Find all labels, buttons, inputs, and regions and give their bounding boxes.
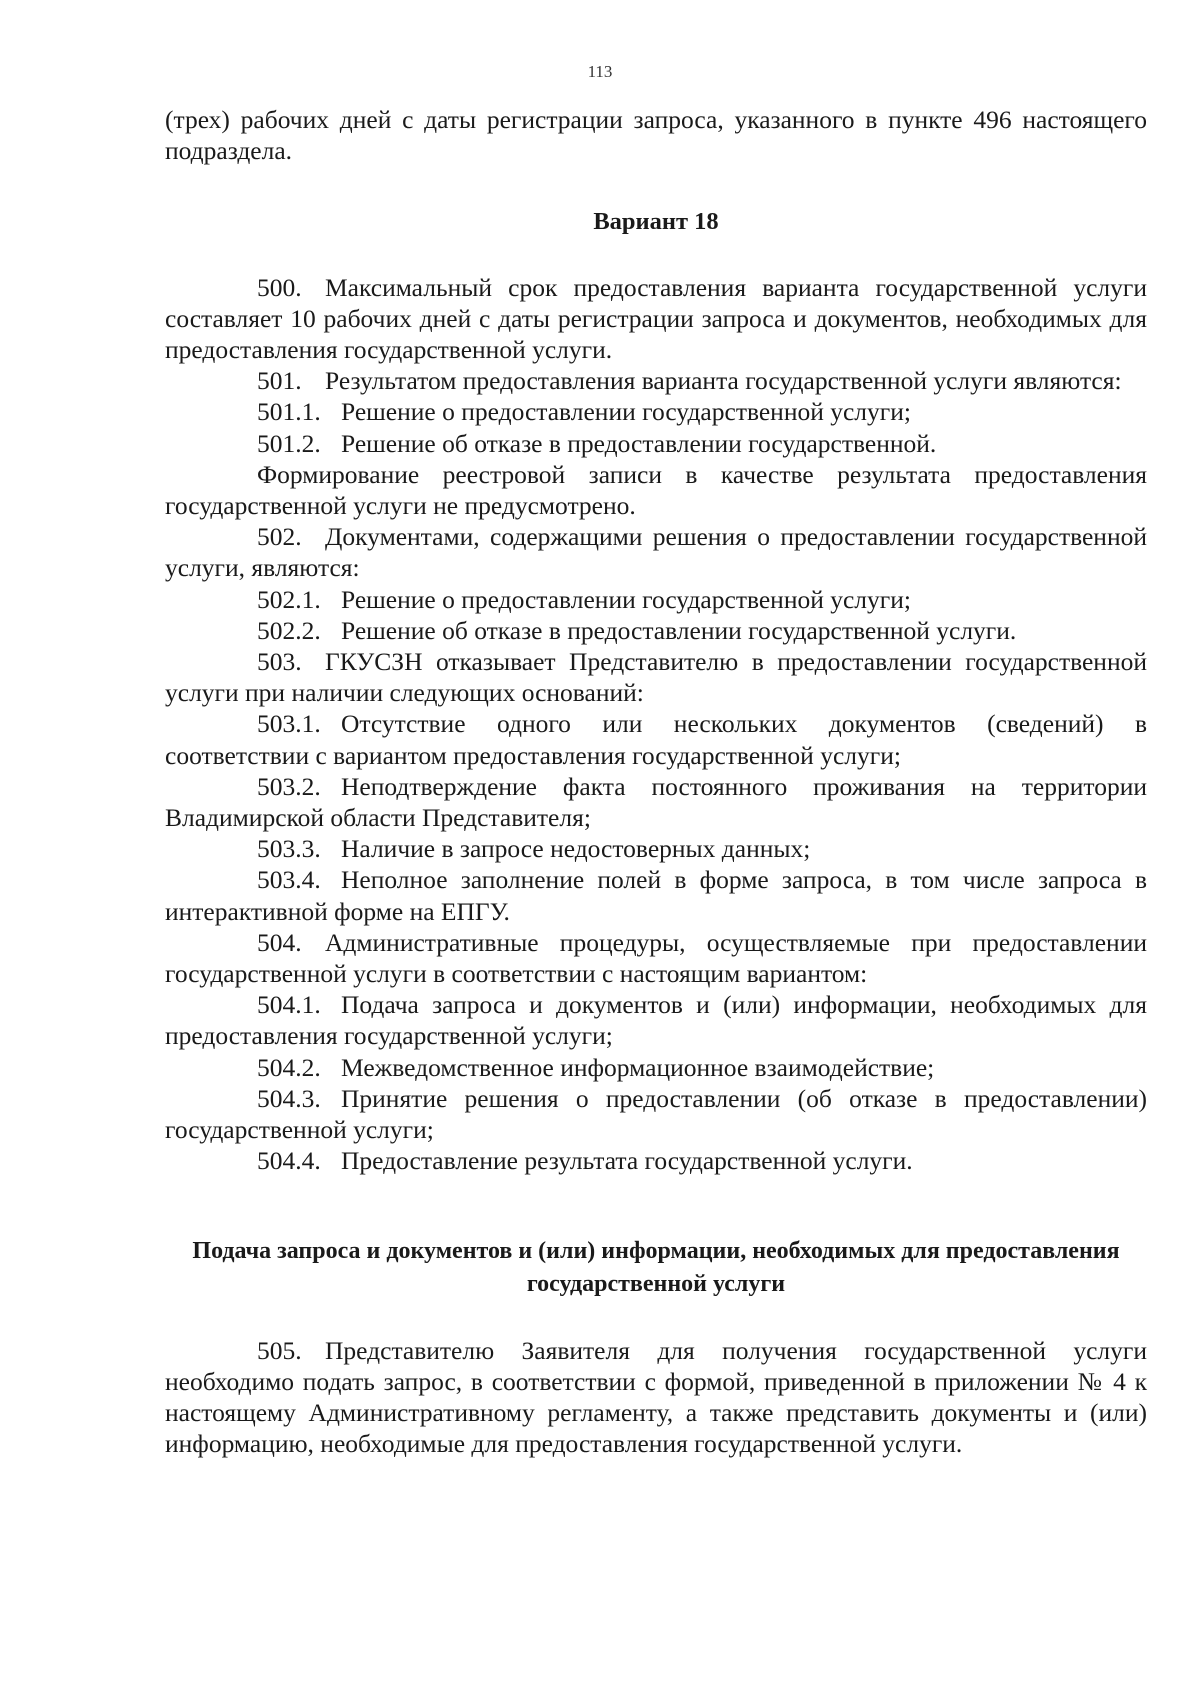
paragraph-text: Решение о предоставлении государственной услуги; (341, 584, 911, 614)
paragraph-504 (165, 927, 1147, 989)
paragraph-504-2 (165, 1052, 1147, 1083)
paragraph-503-3 (165, 833, 1147, 864)
paragraph-number: 503.2. (257, 771, 321, 801)
paragraph-number: 504.3. (257, 1083, 321, 1113)
paragraph-501-1 (165, 396, 1147, 427)
paragraph-number: 505. (257, 1335, 302, 1365)
paragraph-502-2 (165, 615, 1147, 646)
paragraph-text: Представителю Заявителя для получения государственной услуги необходимо подать запрос, в соответствии с формой, приведенной в приложении № 4 к настоящему Административному регламенту, а также представить документы и (или) информацию, необходимые для предоставления государственной услуги. (165, 1335, 1147, 1459)
paragraph-text: Наличие в запросе недостоверных данных; (341, 834, 811, 864)
paragraph-text: Предоставление результата государственной услуги. (341, 1146, 913, 1176)
paragraph-number: 502.1. (257, 584, 321, 614)
paragraph-text: Документами, содержащими решения о предоставлении государственной услуги, являются: (165, 522, 1147, 583)
paragraph-text: Подача запроса и документов и (или) информации, необходимых для предоставления государственной услуги; (165, 990, 1147, 1051)
paragraph-number: 504.1. (257, 990, 321, 1020)
intro-paragraph: (трех) рабочих дней с даты регистрации запроса, указанного в пункте 496 настоящего подраздела. (165, 105, 1147, 166)
paragraph-504-3 (165, 1083, 1147, 1145)
paragraph-503-1 (165, 708, 1147, 770)
paragraph-504-1 (165, 989, 1147, 1051)
paragraph-text: Решение об отказе в предоставлении государственной. (341, 428, 937, 458)
paragraph-text: ГКУСЗН отказывает Представителю в предоставлении государственной услуги при наличии следующих оснований: (165, 647, 1147, 708)
paragraph-text: Неподтверждение факта постоянного проживания на территории Владимирской области Представителя; (165, 771, 1147, 833)
registry-note: Формирование реестровой записи в качестве результата предоставления государственной услуги не предусмотрено. (165, 459, 1147, 521)
paragraph-500 (165, 272, 1147, 366)
paragraph-number: 503.4. (257, 865, 321, 895)
paragraph-number: 503.1. (257, 709, 321, 739)
paragraph-number: 501. (257, 366, 302, 396)
paragraph-502 (165, 521, 1147, 583)
paragraph-number: 500. (257, 272, 302, 302)
paragraph-number: 502.2. (257, 615, 321, 645)
paragraph-501-2 (165, 428, 1147, 459)
paragraph-text: Отсутствие одного или нескольких документов (сведений) в соответствии с вариантом предоставления государственной услуги; (165, 709, 1147, 770)
variant-heading: Вариант 18 (593, 208, 719, 236)
paragraph-text: Результатом предоставления варианта государственной услуги являются: (325, 366, 1122, 396)
paragraph-number: 504. (257, 927, 302, 957)
paragraph-number: 501.2. (257, 428, 321, 458)
paragraph-text: Решение о предоставлении государственной услуги; (341, 397, 911, 427)
paragraph-number: 503. (257, 647, 302, 677)
paragraph-text: Административные процедуры, осуществляемые при предоставлении государственной услуги в соответствии с настоящим вариантом: (165, 927, 1147, 989)
paragraph-number: 504.4. (257, 1146, 321, 1176)
paragraph-502-1 (165, 584, 1147, 615)
paragraph-504-4 (165, 1145, 1147, 1176)
paragraph-501 (165, 365, 1147, 396)
document-body (165, 104, 1147, 1459)
paragraph-text: Межведомственное информационное взаимодействие; (341, 1052, 935, 1082)
paragraph-text: Максимальный срок предоставления варианта государственной услуги составляет 10 рабочих дней с даты регистрации запроса и документов, необходимых для предоставления государственной услуги. (165, 272, 1147, 365)
paragraph-503-2 (165, 771, 1147, 833)
paragraph-number: 504.2. (257, 1052, 321, 1082)
paragraph-number: 502. (257, 522, 302, 552)
paragraph-text: Решение об отказе в предоставлении государственной услуги. (341, 615, 1017, 645)
paragraph-number: 503.3. (257, 834, 321, 864)
paragraph-503 (165, 646, 1147, 708)
paragraph-text: Неполное заполнение полей в форме запроса, в том числе запроса в интерактивной форме на ЕПГУ. (165, 865, 1147, 926)
paragraph-503-4 (165, 864, 1147, 926)
page-number: 113 (587, 62, 613, 81)
paragraph-text: Принятие решения о предоставлении (об отказе в предоставлении) государственной услуги; (165, 1083, 1147, 1145)
section-heading: Подача запроса и документов и (или) информации, необходимых для предоставления государственной услуги (192, 1237, 1120, 1297)
paragraph-number: 501.1. (257, 397, 321, 427)
paragraph-505 (165, 1335, 1147, 1460)
